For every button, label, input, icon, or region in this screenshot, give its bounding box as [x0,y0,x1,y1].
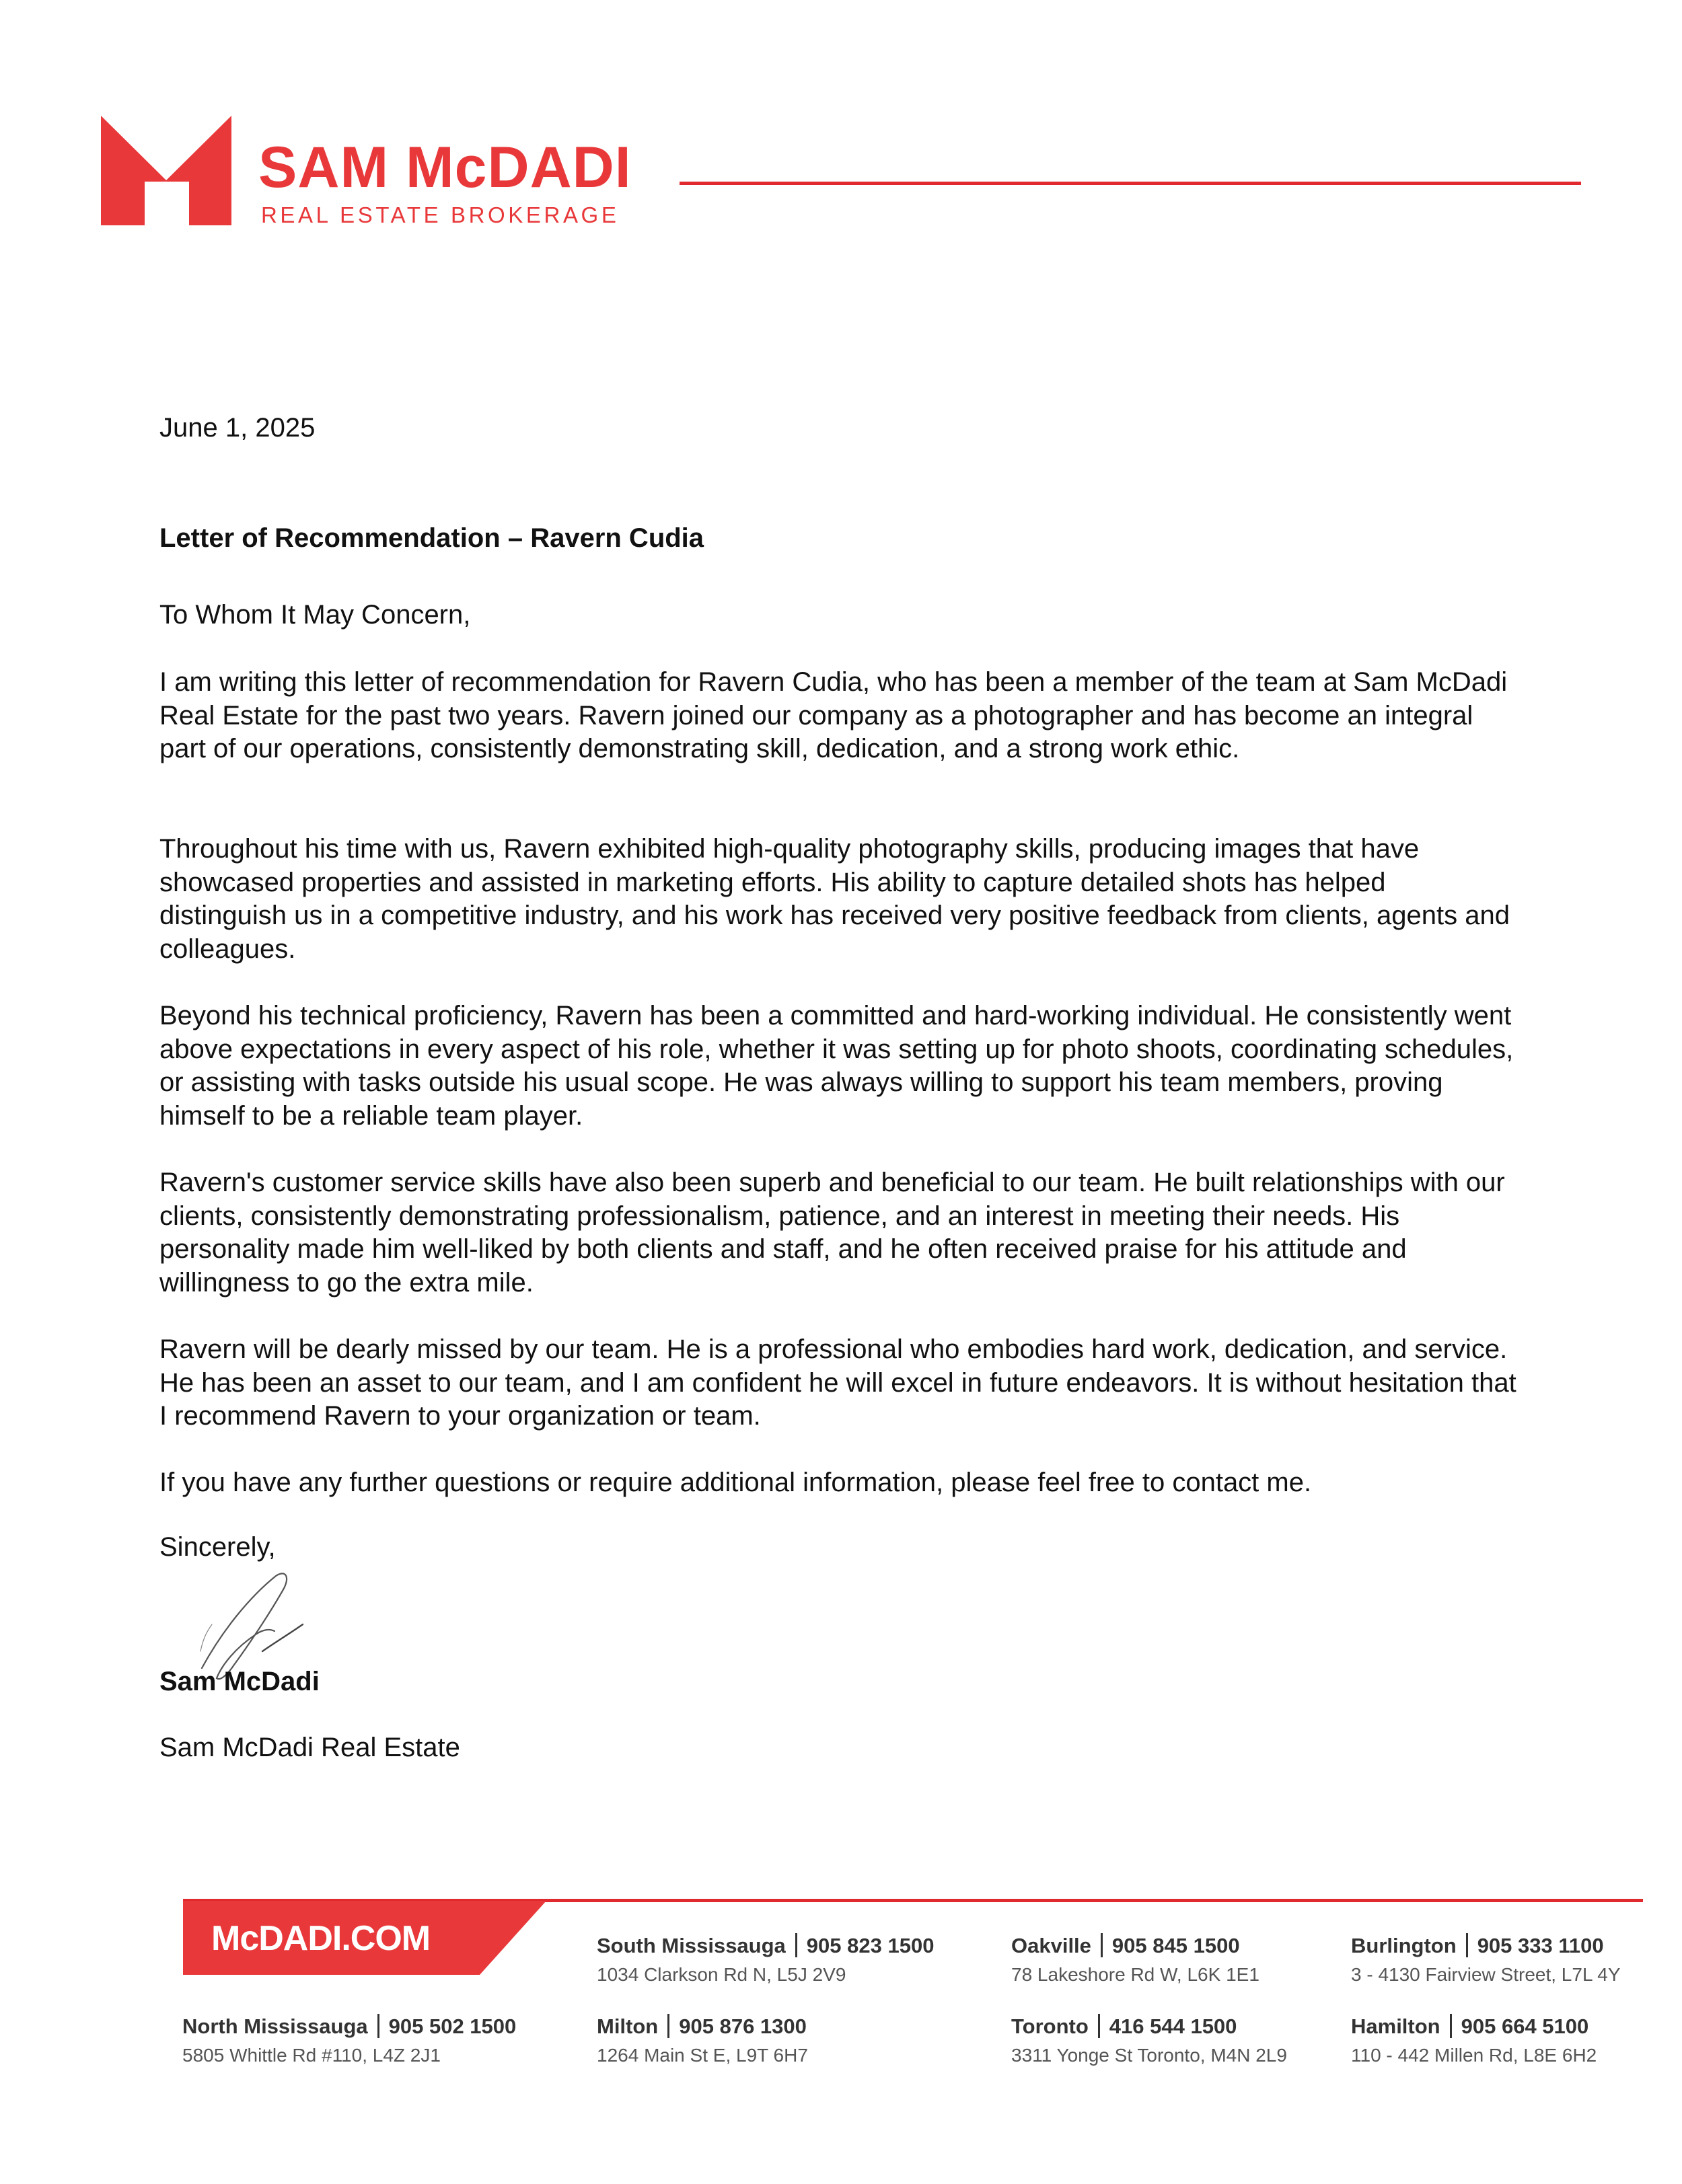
signer-name: Sam McDadi [159,1667,320,1696]
office-north-mississauga [182,2014,516,2065]
office-name: Milton [597,2014,659,2038]
letter-date: June 1, 2025 [159,413,316,443]
m-house-logo-icon [101,116,231,225]
office-name: Oakville [1011,1934,1091,1957]
office-phone: 905 845 1500 [1111,1934,1240,1957]
separator [377,2014,379,2038]
office-address: 110 - 442 Millen Rd, L8E 6H2 [1351,2045,1597,2066]
letter-paragraph: Ravern will be dearly missed by our team. He is a professional who embodies hard work, dedication, and service. He has been an asset to our team, and I am confident he will excel in future endeavors. It is without hesitation that I recommend Ravern to your organization or team. [159,1334,1516,1431]
separator [1101,1933,1103,1957]
office-phone: 416 544 1500 [1109,2014,1237,2038]
letter-paragraph: Beyond his technical proficiency, Ravern has been a committed and hard-working individual. He consistently went above expectations in every aspect of his role, whether it was setting up for photo shoots, coordinating schedules, or assisting with tasks outside his usual scope. He was always willing to support his team members, proving himself to be a reliable team player. [159,1001,1514,1131]
office-address: 78 Lakeshore Rd W, L6K 1E1 [1011,1964,1259,1985]
office-name: North Mississauga [182,2014,368,2038]
website-link[interactable]: McDADI.COM [211,1919,431,1958]
office-phone: 905 502 1500 [388,2014,517,2038]
office-phone: 905 823 1500 [806,1934,935,1957]
separator [795,1933,797,1957]
separator [1098,2014,1100,2038]
office-toronto [1011,2014,1287,2065]
office-milton [597,2014,808,2065]
office-phone: 905 333 1100 [1477,1934,1604,1957]
office-south-mississauga [597,1933,934,1984]
letter-paragraph: I am writing this letter of recommendation for Ravern Cudia, who has been a member of the team at Sam McDadi Real Estate for the past two years. Ravern joined our company as a photographer and has become an integral part of our operations, consistently demonstrating skill, dedication, and a strong work ethic. [159,667,1508,763]
brand-name: SAM McDADI [258,135,632,200]
office-phone: 905 876 1300 [679,2014,807,2038]
office-address: 1034 Clarkson Rd N, L5J 2V9 [597,1964,846,1985]
office-name: Toronto [1011,2014,1089,2038]
separator [667,2014,669,2038]
office-burlington [1351,1933,1621,1984]
office-oakville [1011,1933,1259,1984]
brand-subtitle: REAL ESTATE BROKERAGE [261,202,620,227]
office-name: Burlington [1351,1934,1457,1957]
office-hamilton [1351,2014,1597,2065]
office-name: South Mississauga [597,1934,786,1957]
separator [1450,2014,1452,2038]
letter-paragraph: Ravern's customer service skills have also been superb and beneficial to our team. He built relationships with our clients, consistently demonstrating professionalism, patience, and an interest in meeting their needs. His personality made him well-liked by both clients and staff, and he often received praise for his attitude and willingness to go the extra mile. [159,1168,1505,1297]
letter-paragraph: If you have any further questions or require additional information, please feel free to contact me. [159,1468,1312,1497]
office-address: 1264 Main St E, L9T 6H7 [597,2045,808,2066]
office-address: 5805 Whittle Rd #110, L4Z 2J1 [182,2045,441,2066]
office-address: 3311 Yonge St Toronto, M4N 2L9 [1011,2045,1287,2066]
letter-subject: Letter of Recommendation – Ravern Cudia [159,523,704,553]
letter-paragraph: Throughout his time with us, Ravern exhibited high-quality photography skills, producing images that have showcased properties and assisted in marketing efforts. His ability to capture detailed shots has helped distinguish us in a competitive industry, and his work has received very positive feedback from clients, agents and colleagues. [159,834,1510,964]
letter-closing: Sincerely, [159,1532,276,1562]
office-phone: 905 664 5100 [1461,2014,1589,2038]
office-name: Hamilton [1351,2014,1440,2038]
letter-greeting: To Whom It May Concern, [159,600,471,630]
header-divider [680,182,1581,185]
office-address: 3 - 4130 Fairview Street, L7L 4Y [1351,1964,1621,1985]
signer-organization: Sam McDadi Real Estate [159,1733,460,1762]
separator [1466,1933,1468,1957]
